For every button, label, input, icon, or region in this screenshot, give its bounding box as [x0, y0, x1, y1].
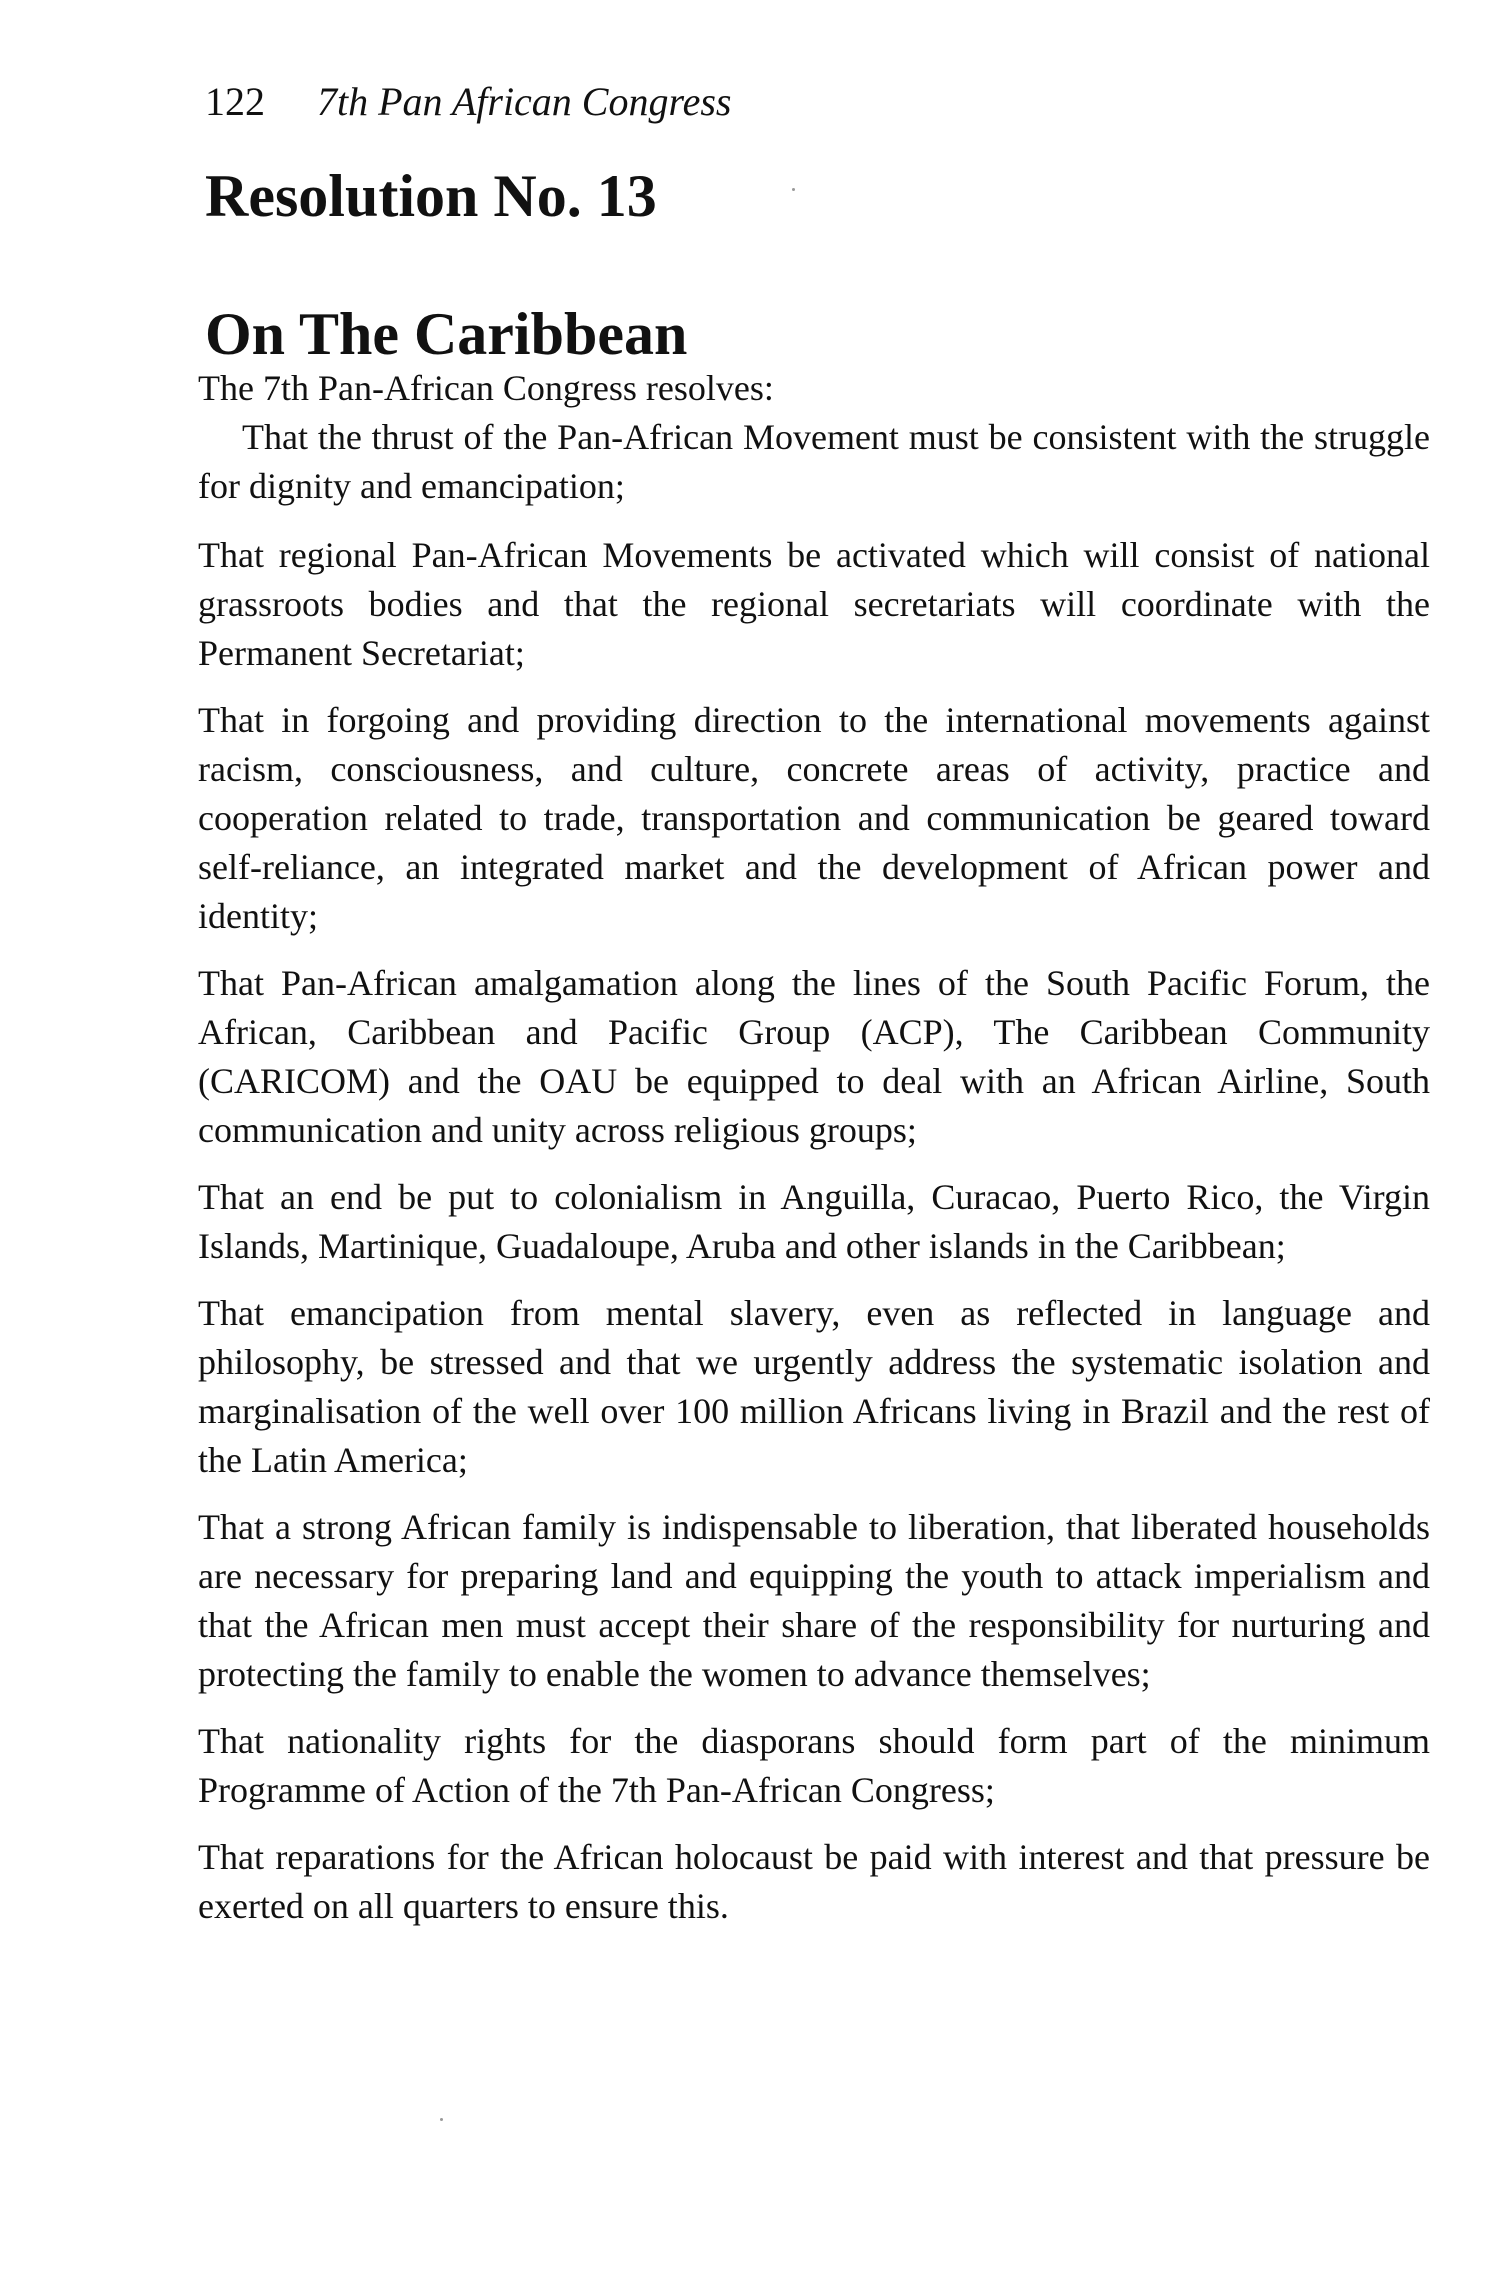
scan-speck	[792, 188, 795, 191]
clause-paragraph: That in forgoing and providing direction to the international movements against racism, consciousness, and culture, concrete areas of activity, practice and cooperation related to trade, transportation and communication be geared toward self-reliance, an integrated market and the development of African power and identity;	[198, 700, 1430, 936]
intro-line: The 7th Pan-African Congress resolves:	[198, 368, 774, 408]
clause-paragraph: That nationality rights for the diasporans should form part of the minimum Programme of Action of the 7th Pan-African Congress;	[198, 1721, 1430, 1810]
page-number: 122	[205, 79, 265, 124]
clause-paragraph: That Pan-African amalgamation along the lines of the South Pacific Forum, the African, Caribbean and Pacific Group (ACP), The Caribbean Community (CARICOM) and the OAU be equipped to deal with an African Airline, South communication and unity across religious groups;	[198, 963, 1430, 1150]
clause-paragraph: That a strong African family is indispensable to liberation, that liberated households are necessary for preparing land and equipping the youth to attack imperialism and that the African men must accept their share of the responsibility for nurturing and protecting the family to enable the women to advance themselves;	[198, 1507, 1430, 1694]
clause-paragraph: That emancipation from mental slavery, even as reflected in language and philosophy, be stressed and that we urgently address the systematic isolation and marginalisation of the well over 100 million Africans living in Brazil and the rest of the Latin America;	[198, 1293, 1430, 1480]
scan-speck	[440, 2118, 443, 2121]
clause-paragraph: That the thrust of the Pan-African Movement must be consistent with the struggle for dignity and emancipation;	[198, 417, 1430, 506]
clause-paragraph: That reparations for the African holocaust be paid with interest and that pressure be exerted on all quarters to ensure this.	[198, 1837, 1430, 1926]
book-title: 7th Pan African Congress	[317, 79, 732, 124]
resolution-heading: Resolution No. 13	[205, 163, 657, 229]
running-head	[205, 78, 731, 126]
clause-paragraph: That an end be put to colonialism in Anguilla, Curacao, Puerto Rico, the Virgin Islands, Martinique, Guadaloupe, Aruba and other islands in the Caribbean;	[198, 1177, 1430, 1266]
section-title: On The Caribbean	[205, 301, 688, 367]
resolution-body	[198, 364, 1430, 1949]
clause-paragraph: That regional Pan-African Movements be activated which will consist of national grassroots bodies and that the regional secretariats will coordinate with the Permanent Secretariat;	[198, 535, 1430, 673]
